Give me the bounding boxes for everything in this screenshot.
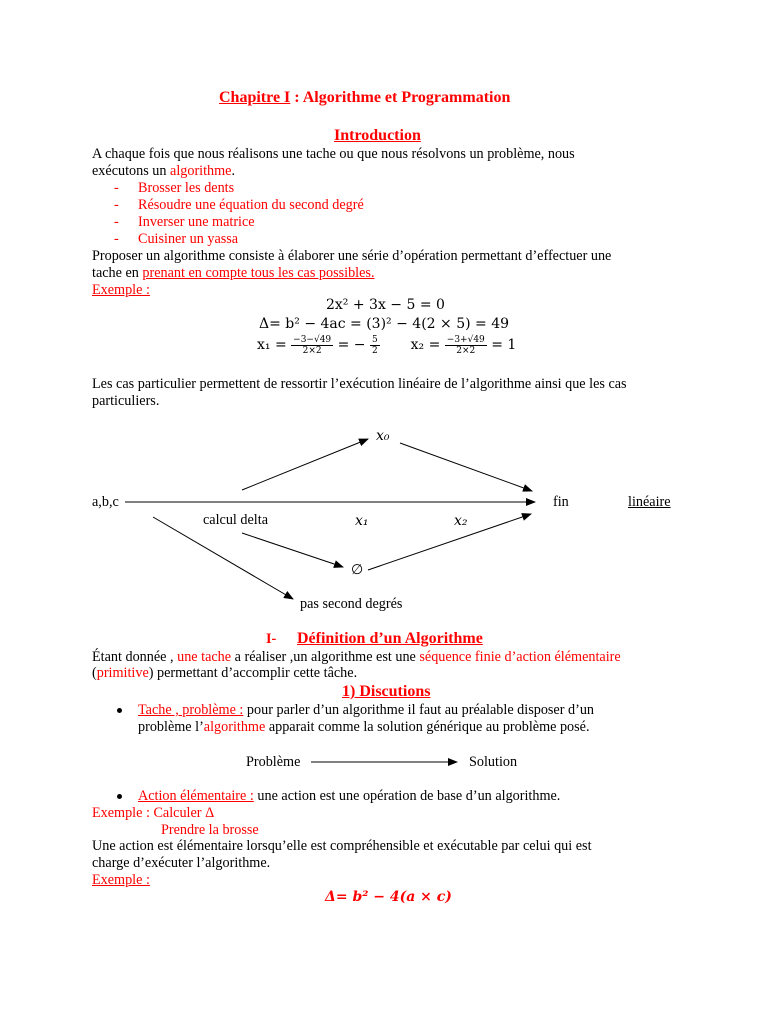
diagram-pas-second: pas second degrés xyxy=(300,596,403,612)
diagram-fin: fin xyxy=(553,494,569,510)
formula-delta: Δ= b² − 4(a × c) xyxy=(325,889,452,905)
cases-phrase: prenant en compte tous les cas possibles. xyxy=(142,265,375,281)
x1-mid: = − xyxy=(337,337,366,353)
list-item: Brosser les dents xyxy=(138,180,235,196)
subsection-title-text: 1) Discutions xyxy=(342,683,431,700)
diagram-empty: ∅ xyxy=(351,562,364,578)
diagram-x2: x₂ xyxy=(454,513,468,529)
diagram-x1: x₁ xyxy=(355,513,369,529)
intro-heading: Introduction xyxy=(334,127,421,144)
cases-line1: Les cas particulier permettent de ressortir l’exécution linéaire de l’algorithme ainsi que les cas xyxy=(92,376,627,392)
list-dash: - xyxy=(114,197,119,213)
x2-denominator: 2×2 xyxy=(456,345,476,356)
bullet-2-term: Action élémentaire : xyxy=(138,788,254,804)
def-tache: une tache xyxy=(177,649,232,665)
intro-line1: A chaque fois que nous réalisons une tache ou que nous résolvons un problème, nous xyxy=(92,146,575,162)
bullet-1-line1 xyxy=(138,702,594,719)
def-paren: ( xyxy=(92,665,97,681)
example-2b: Prendre la brosse xyxy=(161,822,259,838)
example-label: Exemple : xyxy=(92,282,150,298)
bullet-1-algorithme: algorithme xyxy=(203,719,266,735)
x1-denominator: 2×2 xyxy=(302,345,322,356)
def-primitive: primitive xyxy=(96,665,149,681)
bullet-icon xyxy=(117,794,122,799)
x2-rhs: = 1 xyxy=(491,337,517,353)
def-text: Étant donnée , xyxy=(92,649,178,665)
bullet-icon xyxy=(117,708,122,713)
diagram-lineaire: linéaire xyxy=(628,494,671,510)
list-dash: - xyxy=(114,214,119,230)
definition-line1 xyxy=(92,649,621,666)
intro-text: exécutons un xyxy=(92,163,171,179)
x1-lhs: x₁ = xyxy=(257,337,287,353)
chapter-label: Chapitre I xyxy=(219,89,291,106)
intro-p2-text: tache en xyxy=(92,265,143,281)
chapter-title: : Algorithme et Programmation xyxy=(290,89,511,106)
flow-probleme: Problème xyxy=(246,754,301,770)
action-p2: charge d’exécuter l’algorithme. xyxy=(92,855,271,871)
subsection-title xyxy=(342,683,430,700)
bullet-2-text: une action est une opération de base d’un algorithme. xyxy=(253,788,561,804)
list-item: Inverser une matrice xyxy=(138,214,255,230)
diagram-input: a,b,c xyxy=(92,494,119,510)
algorithme-term: algorithme xyxy=(170,163,232,179)
list-item: Résoudre une équation du second degré xyxy=(138,197,364,213)
def-text-3: ) permettant d’accomplir cette tâche. xyxy=(148,665,358,681)
definition-line2 xyxy=(92,665,357,682)
section-number: I- xyxy=(266,631,277,647)
def-sequence: séquence finie d’action élémentaire xyxy=(419,649,621,665)
x2-numerator: −3+√49 xyxy=(446,334,485,345)
diagram-calcul: calcul delta xyxy=(203,512,268,528)
bullet-1-term: Tache , problème : xyxy=(138,702,244,718)
action-p1: Une action est élémentaire lorsqu’elle est compréhensible et exécutable par celui qui est xyxy=(92,838,592,854)
cases-line2: particuliers. xyxy=(92,393,160,409)
x1-numerator-2: 5 xyxy=(371,334,378,345)
bullet-1-line2 xyxy=(138,719,590,736)
list-dash: - xyxy=(114,231,119,247)
diagram-x0: x₀ xyxy=(376,428,390,444)
x1-denominator-2: 2 xyxy=(371,345,378,356)
intro-p1: Proposer un algorithme consiste à élaborer une série d’opération permettant d’effectuer une xyxy=(92,248,612,264)
bullet-2 xyxy=(138,788,560,805)
list-item: Cuisiner un yassa xyxy=(138,231,239,247)
x1-numerator: −3−√49 xyxy=(293,334,332,345)
equation-delta: Δ= b² − 4ac = (3)² − 4(2 × 5) = 49 xyxy=(259,316,510,332)
list-dash: - xyxy=(114,180,119,196)
x2-lhs: x₂ = xyxy=(410,337,441,353)
example-2-text: Exemple : Calculer Δ xyxy=(92,805,215,821)
bullet-1-text-2: problème l’ xyxy=(138,719,204,735)
example-2 xyxy=(92,805,214,822)
bullet-1-text-3: apparait comme la solution générique au problème posé. xyxy=(265,719,590,735)
def-text-2: a réaliser ,un algorithme est une xyxy=(231,649,420,665)
equation-1: 2x² + 3x − 5 = 0 xyxy=(326,297,445,313)
section-title: Définition d’un Algorithme xyxy=(297,630,483,647)
bullet-1-text: pour parler d’un algorithme il faut au préalable disposer d’un xyxy=(243,702,595,718)
example-3: Exemple : xyxy=(92,872,150,888)
flow-solution: Solution xyxy=(469,754,518,770)
intro-period: . xyxy=(231,163,236,179)
